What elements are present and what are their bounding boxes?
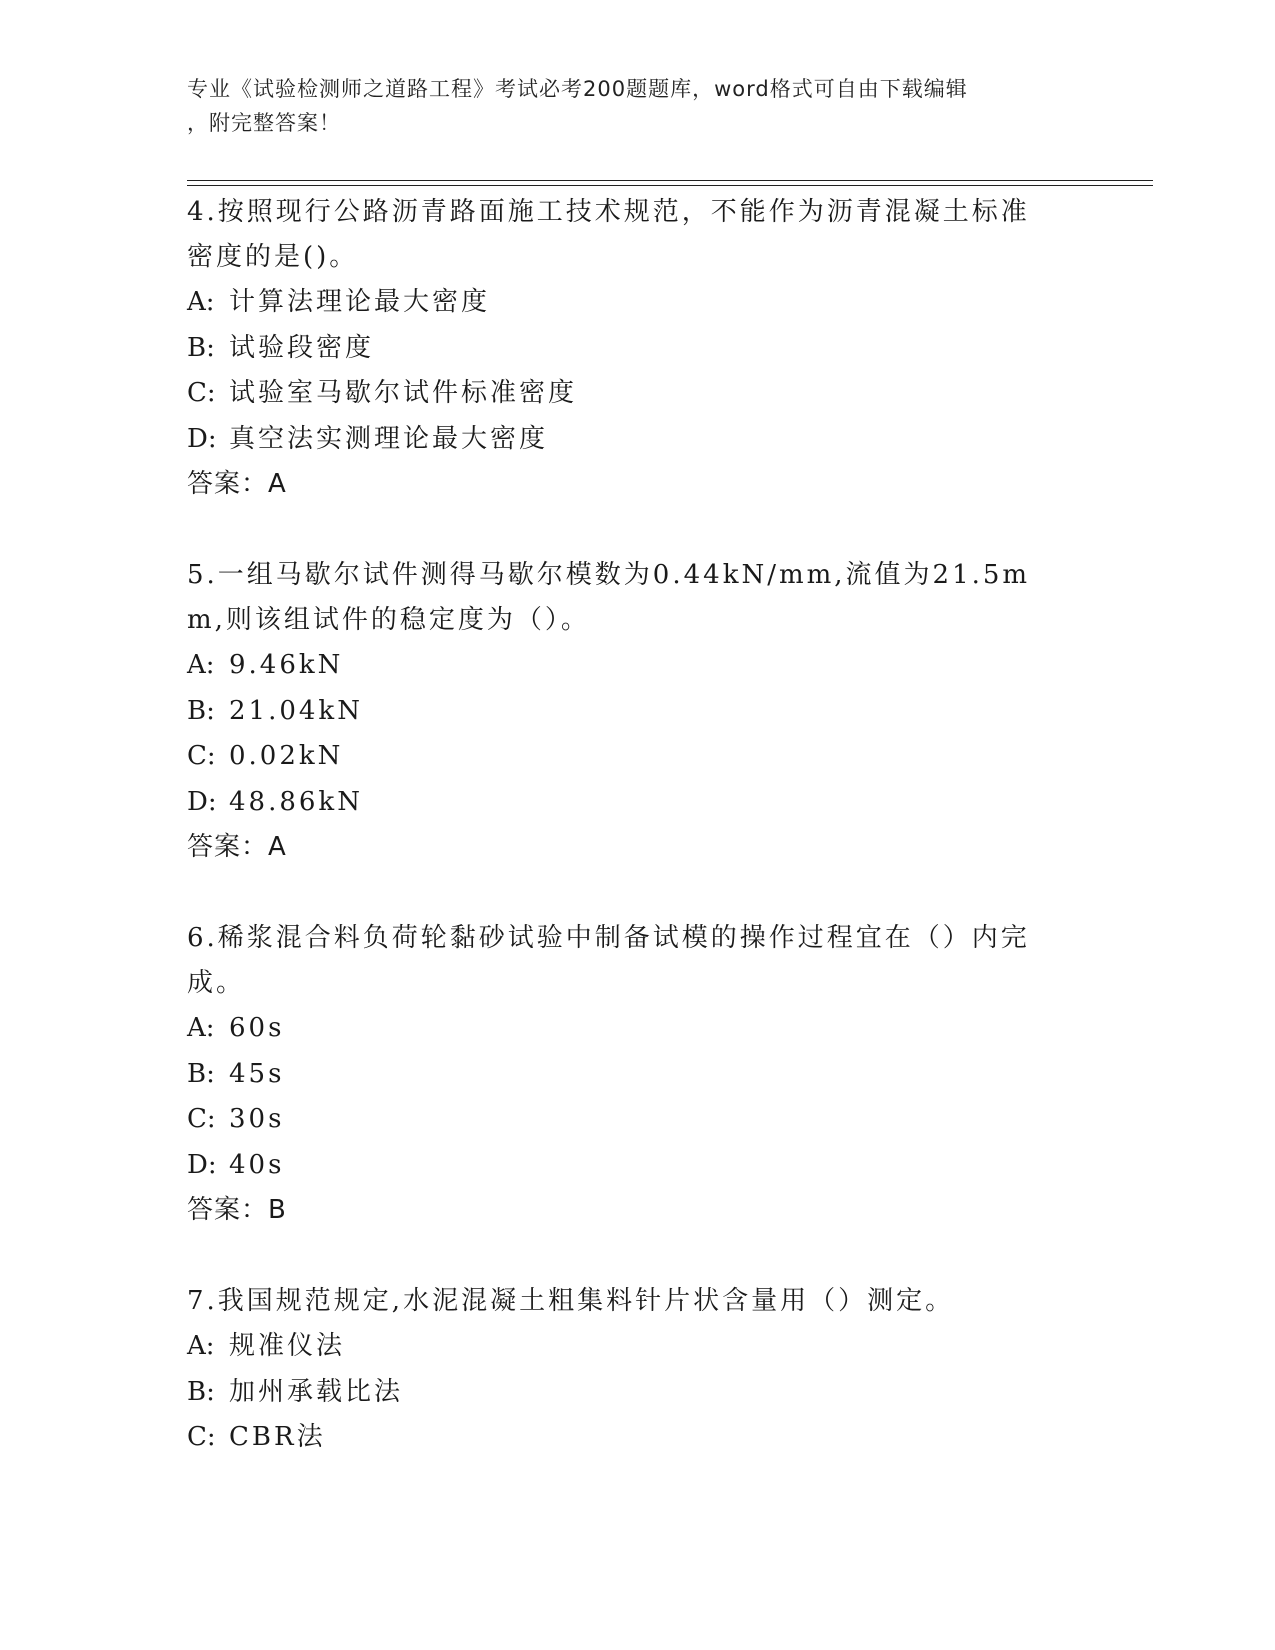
option-text: CBR法 xyxy=(229,1422,326,1452)
option-letter: C: xyxy=(187,378,216,408)
header-line-2: ，附完整答案！ xyxy=(187,111,341,135)
option-a xyxy=(187,1324,1087,1370)
option-d xyxy=(187,1143,1087,1189)
question-6 xyxy=(187,916,1087,1233)
option-letter: A: xyxy=(187,287,215,317)
answer-line: 答案：A xyxy=(187,469,287,499)
option-letter: D: xyxy=(187,1149,217,1180)
option-c xyxy=(187,1097,1087,1143)
option-text: 规准仪法 xyxy=(229,1331,346,1361)
option-letter: C: xyxy=(187,741,216,771)
option-text: 48.86kN xyxy=(229,786,363,817)
option-a xyxy=(187,280,1087,326)
option-letter: C: xyxy=(187,1104,216,1134)
option-a xyxy=(187,643,1087,689)
option-c xyxy=(187,734,1087,780)
option-letter: B: xyxy=(187,1376,215,1407)
option-letter: B: xyxy=(187,1058,215,1089)
question-7 xyxy=(187,1279,1087,1461)
question-stem: 6.稀浆混合料负荷轮黏砂试验中制备试模的操作过程宜在（）内完成。 xyxy=(187,923,1030,998)
question-stem: 5.一组马歇尔试件测得马歇尔模数为0.44kN/mm,流值为21.5mm,则该组试件的稳定度为（）。 xyxy=(187,560,1031,635)
option-letter: D: xyxy=(187,786,217,817)
option-text: 真空法实测理论最大密度 xyxy=(229,423,549,454)
option-letter: C: xyxy=(187,1422,216,1452)
option-d xyxy=(187,417,1087,463)
answer-line: 答案：A xyxy=(187,832,287,862)
option-text: 60s xyxy=(229,1013,285,1043)
header-divider-top xyxy=(187,180,1153,181)
option-text: 计算法理论最大密度 xyxy=(229,287,491,317)
option-b xyxy=(187,1370,1087,1416)
header-divider-bottom xyxy=(187,185,1153,186)
option-letter: A: xyxy=(187,650,215,680)
question-stem: 7.我国规范规定,水泥混凝土粗集料针片状含量用（）测定。 xyxy=(187,1286,955,1316)
option-text: 9.46kN xyxy=(229,650,344,680)
option-letter: B: xyxy=(187,332,215,363)
option-text: 0.02kN xyxy=(229,741,344,771)
option-text: 试验段密度 xyxy=(229,332,375,363)
option-text: 45s xyxy=(229,1058,285,1089)
option-letter: A: xyxy=(187,1331,215,1361)
option-a xyxy=(187,1006,1087,1052)
header-line-1: 专业《试验检测师之道路工程》考试必考200题题库，word格式可自由下载编辑 xyxy=(187,77,968,101)
option-c xyxy=(187,371,1087,417)
option-c xyxy=(187,1415,1087,1461)
option-b xyxy=(187,689,1087,735)
answer-line: 答案：B xyxy=(187,1195,287,1225)
option-text: 试验室马歇尔试件标准密度 xyxy=(229,378,578,408)
option-text: 40s xyxy=(229,1149,285,1180)
option-b xyxy=(187,1052,1087,1098)
option-text: 21.04kN xyxy=(229,695,363,726)
option-letter: A: xyxy=(187,1013,215,1043)
question-list xyxy=(187,190,1087,1461)
document-header xyxy=(187,72,1067,140)
option-text: 30s xyxy=(229,1104,285,1134)
question-stem: 4.按照现行公路沥青路面施工技术规范，不能作为沥青混凝土标准密度的是()。 xyxy=(187,197,1030,272)
option-text: 加州承载比法 xyxy=(229,1376,404,1407)
option-letter: B: xyxy=(187,695,215,726)
option-b xyxy=(187,326,1087,372)
question-4 xyxy=(187,190,1087,507)
option-d xyxy=(187,780,1087,826)
question-5 xyxy=(187,553,1087,870)
option-letter: D: xyxy=(187,423,217,454)
